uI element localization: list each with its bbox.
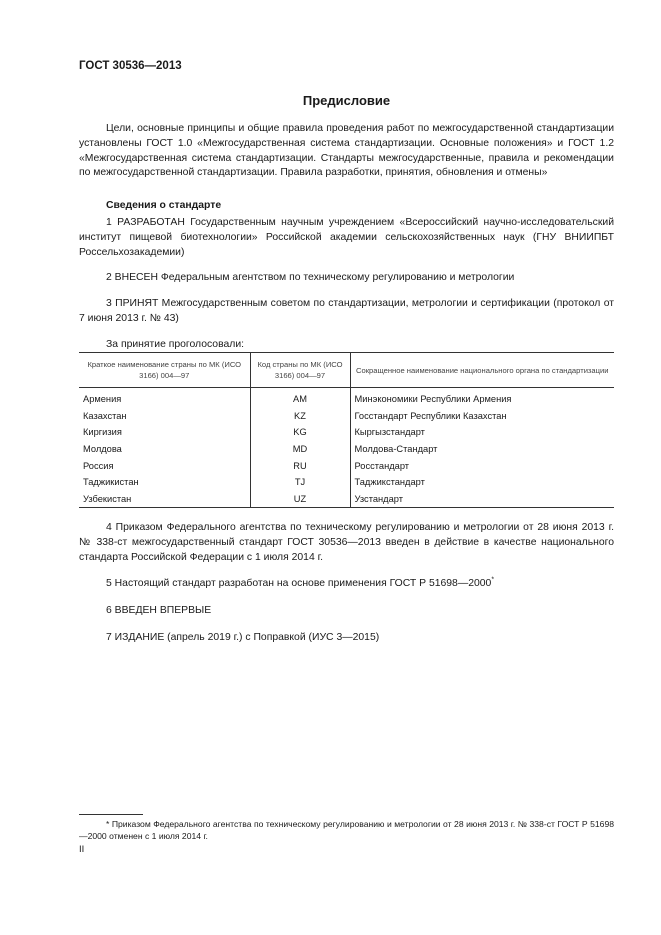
- item-first-introduced: 6 ВВЕДЕН ВПЕРВЫЕ: [106, 605, 212, 616]
- table-row: [79, 441, 614, 458]
- agency-cell: Минэкономики Республики Армения: [350, 388, 614, 408]
- country-cell: Молдова: [83, 444, 122, 455]
- agency-cell: Кыргызстандарт: [350, 424, 614, 441]
- country-cell: Киргизия: [83, 427, 122, 438]
- column-header-agency: Сокращенное наименование национального органа по стандартизации: [350, 353, 614, 388]
- document-code: ГОСТ 30536—2013: [79, 60, 182, 72]
- item-edition: 7 ИЗДАНИЕ (апрель 2019 г.) с Поправкой (ИУС 3—2015): [106, 632, 380, 643]
- agency-cell: Узстандарт: [350, 491, 614, 508]
- page-number: II: [79, 844, 85, 855]
- vote-label: За принятие проголосовали:: [106, 339, 245, 350]
- table-row: [79, 408, 614, 425]
- table-row: [79, 474, 614, 491]
- voting-countries-table: [79, 352, 614, 508]
- code-cell: KZ: [250, 408, 350, 425]
- column-header-country: Краткое наименование страны по МК (ИСО 3166) 004—97: [79, 353, 250, 388]
- item-adopted: 3 ПРИНЯТ Межгосударственным советом по стандартизации, метрологии и сертификации (протокол от 7 июня 2013 г. № 43): [79, 298, 614, 324]
- country-cell: Армения: [83, 394, 122, 405]
- code-cell: KG: [250, 424, 350, 441]
- country-cell: Узбекистан: [79, 491, 250, 508]
- code-cell: MD: [250, 441, 350, 458]
- table-header-row: [79, 353, 614, 388]
- intro-paragraph: Цели, основные принципы и общие правила проведения работ по межгосударственной стандартизации установлены ГОСТ 1.0 «Межгосударственная система стандартизации. Основные положения» и ГОСТ 1.2 «Межгосударственная система стандартизации. Стандарты межгосударственные, правила и рекомендации по межгосударственной стандартизации. Правила разработки, принятия, обновления и отмены»: [79, 123, 614, 179]
- country-cell: Казахстан: [83, 410, 127, 421]
- code-cell: TJ: [250, 474, 350, 491]
- table-row: [79, 424, 614, 441]
- footnote-marker: *: [491, 576, 495, 584]
- item-introduced: 2 ВНЕСЕН Федеральным агентством по техническому регулированию и метрологии: [106, 272, 515, 283]
- agency-cell: Госстандарт Республики Казахстан: [350, 408, 614, 425]
- item-basis-text: 5 Настоящий стандарт разработан на основе применения ГОСТ Р 51698—2000: [106, 578, 492, 589]
- item-order: 4 Приказом Федерального агентства по техническому регулированию и метрологии от 28 июня 2013 г. № 338-ст межгосударственный стандарт ГОСТ 30536—2013 введен в действие в качестве национального стандарта Российской Федерации с 1 июля 2014 г.: [79, 522, 614, 563]
- page-title: Предисловие: [302, 93, 391, 108]
- table-row: [79, 491, 614, 508]
- code-cell: AM: [250, 388, 350, 408]
- item-developed: 1 РАЗРАБОТАН Государственным научным учреждением «Всероссийский научно-исследовательский институт пищевой биотехнологии» Российской академии сельскохозяйственных наук (ГНУ ВНИИПБТ Россельхозакадемии): [79, 217, 614, 258]
- footnote-divider: [79, 814, 143, 815]
- country-cell: Россия: [83, 460, 114, 471]
- agency-cell: Молдова-Стандарт: [350, 441, 614, 458]
- standard-info-heading: Сведения о стандарте: [106, 200, 222, 211]
- column-header-code: Код страны по МК (ИСО 3166) 004—97: [250, 353, 350, 388]
- agency-cell: Таджикстандарт: [350, 474, 614, 491]
- code-cell: UZ: [250, 491, 350, 508]
- table-row: [79, 457, 614, 474]
- item-basis: [79, 577, 614, 592]
- table-row: [79, 388, 614, 408]
- footnote: * Приказом Федерального агентства по техническому регулированию и метрологии от 28 июня 2013 г. № 338-ст ГОСТ Р 51698—2000 отменен с 1 июля 2014 г.: [79, 819, 614, 841]
- agency-cell: Росстандарт: [350, 457, 614, 474]
- country-cell: Таджикистан: [83, 477, 139, 488]
- code-cell: RU: [250, 457, 350, 474]
